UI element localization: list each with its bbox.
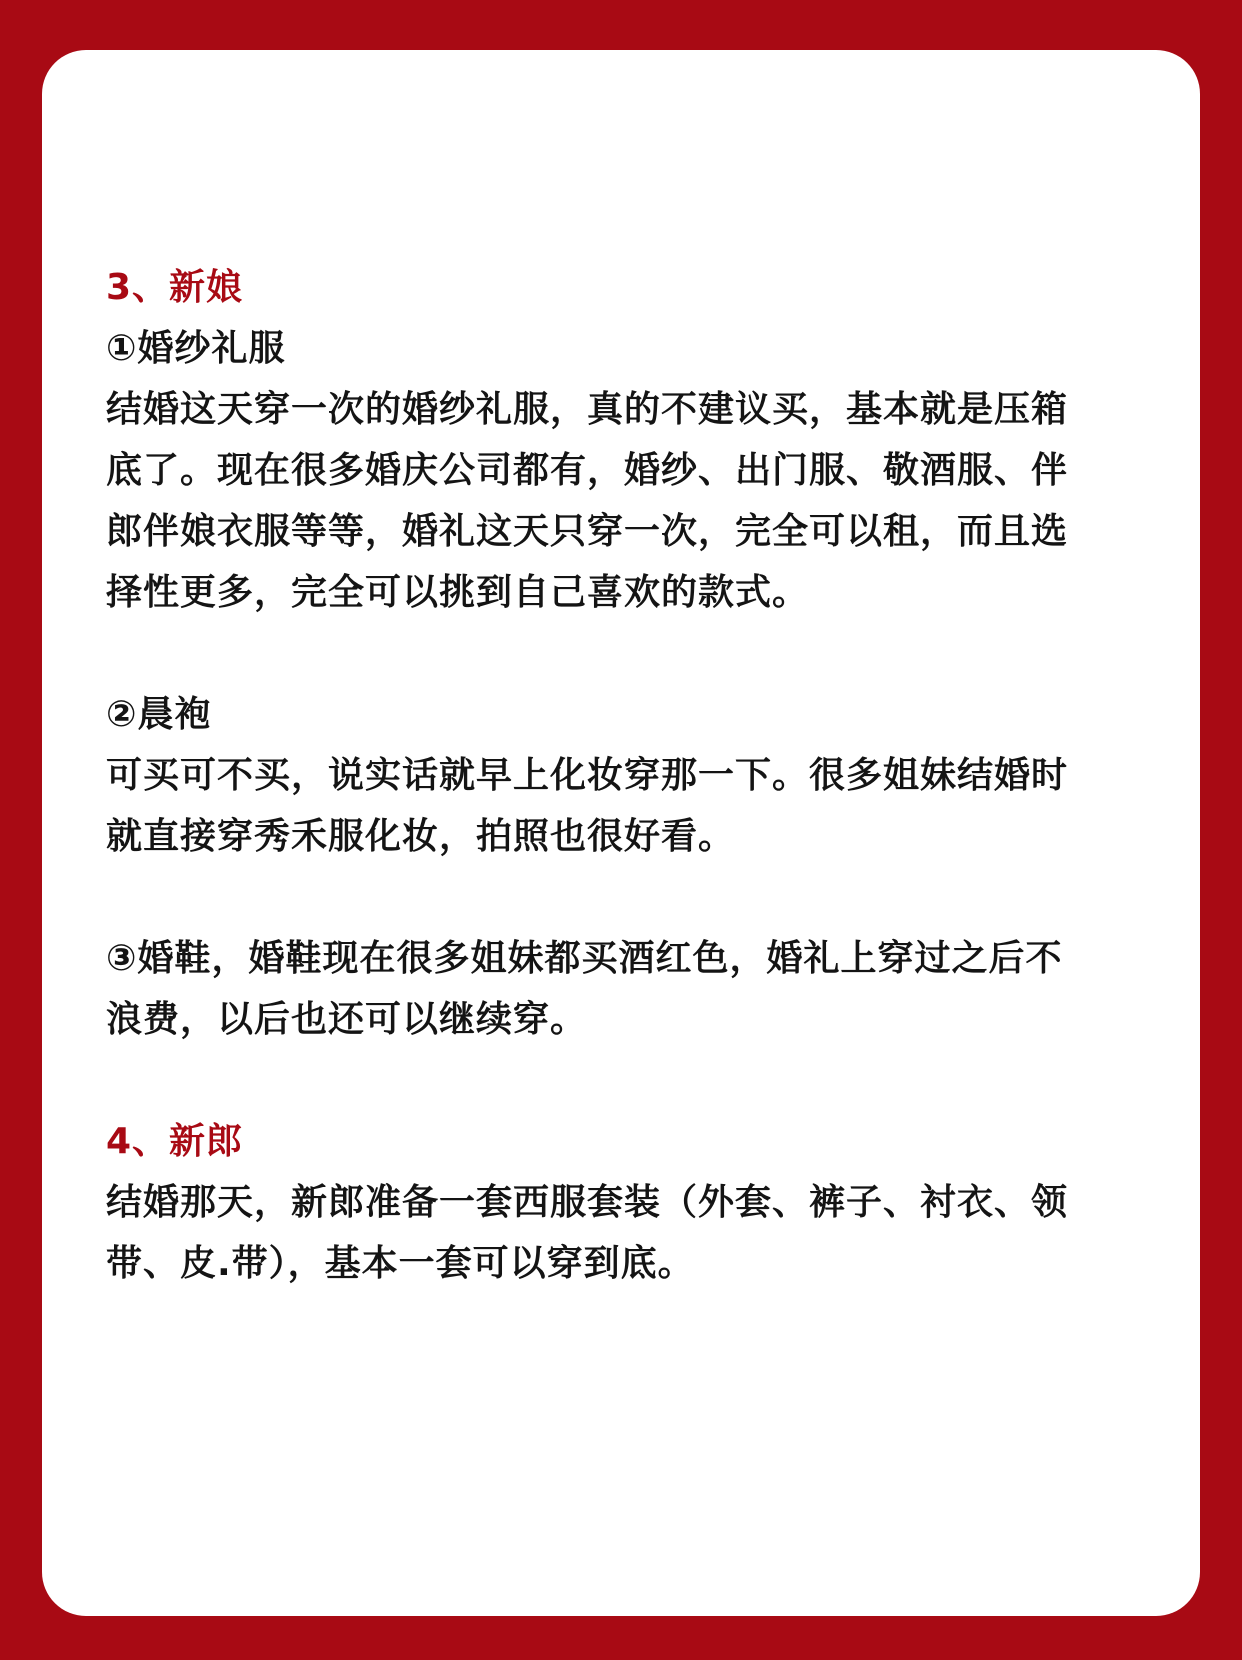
- paragraph-line: 就直接穿秀禾服化妆，拍照也很好看。: [106, 816, 736, 857]
- paragraph-line: 底了。现在很多婚庆公司都有，婚纱、出门服、敬酒服、伴: [106, 450, 1069, 491]
- section-heading-groom: 4、新郎: [106, 1121, 244, 1162]
- paragraph-line: 带、皮.带），基本一套可以穿到底。: [106, 1243, 695, 1284]
- paragraph-line: 择性更多，完全可以挑到自己喜欢的款式。: [106, 572, 810, 613]
- paragraph-spacer: [106, 1050, 1136, 1111]
- article-body: [106, 257, 1136, 1294]
- section-heading-bride: 3、新娘: [106, 267, 244, 308]
- paragraph-line: 结婚那天，新郎准备一套西服套装（外套、裤子、衬衣、领: [106, 1182, 1069, 1223]
- paragraph-line: 浪费，以后也还可以继续穿。: [106, 999, 588, 1040]
- paragraph-line: 可买可不买，说实话就早上化妆穿那一下。很多姐妹结婚时: [106, 755, 1069, 796]
- item-title-morning-robe: ②晨袍: [106, 694, 212, 735]
- content-card: [42, 50, 1200, 1616]
- paragraph-line: 结婚这天穿一次的婚纱礼服，真的不建议买，基本就是压箱: [106, 389, 1069, 430]
- item-title-wedding-dress: ①婚纱礼服: [106, 328, 286, 369]
- paragraph-spacer: [106, 623, 1136, 684]
- paragraph-spacer: [106, 867, 1136, 928]
- paragraph-line: 郎伴娘衣服等等，婚礼这天只穿一次，完全可以租，而且选: [106, 511, 1069, 552]
- paragraph-line-wedding-shoes: ③婚鞋，婚鞋现在很多姐妹都买酒红色，婚礼上穿过之后不: [106, 938, 1063, 979]
